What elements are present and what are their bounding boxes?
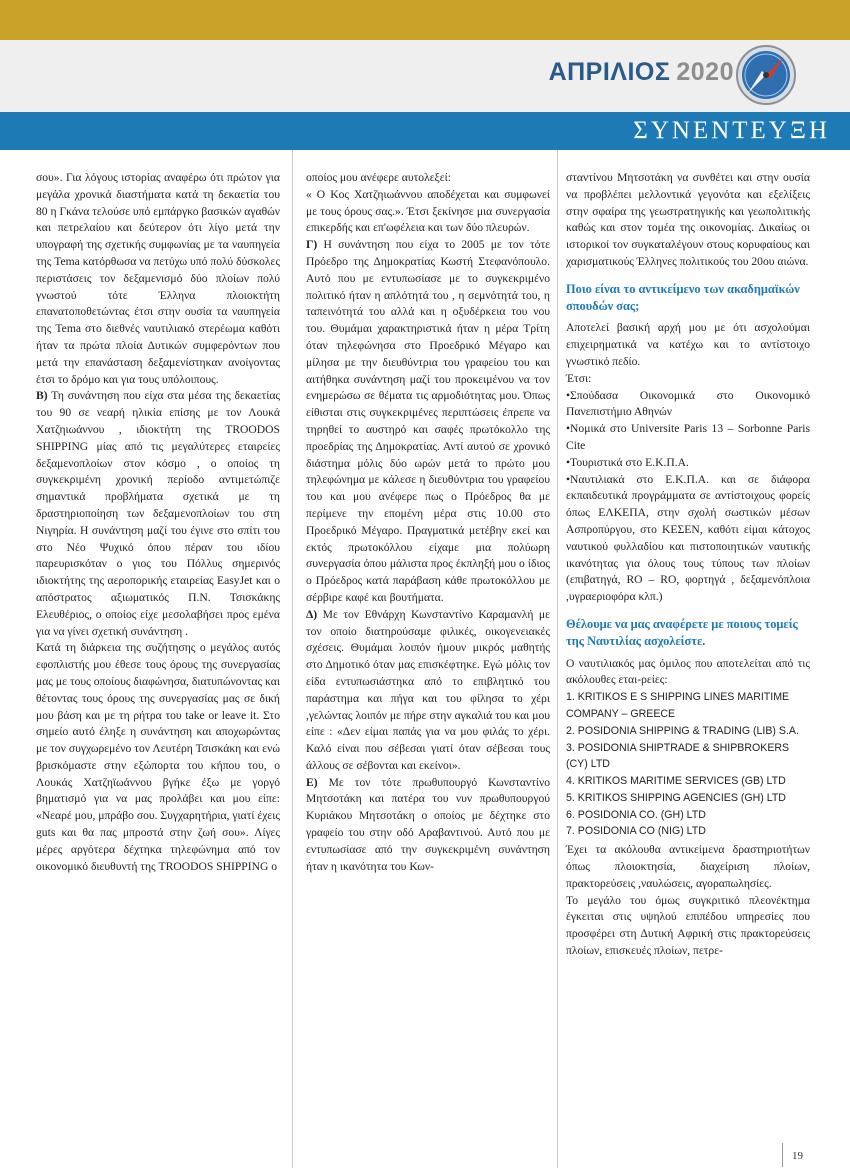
compass-icon: [734, 43, 798, 107]
list-item: •Νομικά στο Universite Paris 13 – Sorbonne Paris Cite: [566, 422, 810, 452]
list-item: 6. POSIDONIA CO. (GH) LTD: [566, 808, 706, 821]
list-item: •Τουριστικά στο Ε.Κ.Π.Α.: [566, 455, 689, 469]
column-divider: [557, 150, 558, 1168]
question-heading: Θέλουμε να μας αναφέρετε με ποιους τομείς της Ναυτιλίας ασχολείστε.: [566, 616, 798, 648]
paragraph-text: Με τον Εθνάρχη Κωνσταντίνο Καραμανλή με τον οποίο διατηρούσαμε φιλικές, οικογενειακές σχέσεις. Θυμάμαι λοιπόν ήμουν μικρός μαθητής στο Δημοτικό όταν μας επισκέφτηκε. Εγώ μόλις τον είδα εντυπωσιάστηκα από το επιβλητικό του παράστημα και πήγα και του φίλησα το χέρι ,γελώντας λοιπόν με πήρε στην αγκαλιά του και μου είπε : «Δεν είμαι παπάς για να μου φιλάς το χέρι. Καλό είναι που σέβεσαι γιατί όταν σέβεσαι τους άλλους σε σέβονται και εκείνοι».: [306, 607, 550, 772]
item-label: Γ): [306, 238, 318, 252]
item-label: Ε): [306, 775, 318, 789]
issue-title: [549, 58, 734, 87]
paragraph-text: Τη συνάντηση που είχα στα μέσα της δεκαετίας του 90 σε νεαρή ηλικία επίσης με τον Λουκά Χατζηιωάννου , ιδιοκτήτη της TROODOS SHIPPING μίας από τις μεγαλύτερες εταιρείες δεξαμενοπλοίων στον κόσμο , ο οποίος τη συγκεκριμένη χρονική περίοδο αντιμετώπιζε σημαντικά προβλήματα σχετικά με τη δραστηριοποίηση των δεξαμενοπλοίων του στη Νιγηρία. Η συνάντηση μαζί του έγινε στο σπίτι του στο Νέο Ψυχικό όπου πέραν του ιδίου παρευρισκόταν ο γιος του Πόλλυς σημερινός ιδιοκτήτης της αεροπορικής εταιρείας EasyJet και ο απόστρατος αξιωματικός Π.Ν. Τσισκάκης Ελευθέριος, ο οποίος είχε μεσολαβήσει προς εμένα για να γίνει σχετική συνάντηση .: [36, 389, 280, 638]
list-item: 5. KRITIKOS SHIPPING AGENCIES (GH) LTD: [566, 791, 786, 804]
paragraph: Έτσι:: [566, 371, 592, 385]
studies-list: [566, 388, 810, 606]
column-2: [306, 170, 550, 875]
page-number: 19: [792, 1150, 803, 1162]
paragraph: σου». Για λόγους ιστορίας αναφέρω ότι πρώτον για μεγάλα χρονικά διαστήματα κατά τη δεκαετία του 80 η Γκάνα τελούσε υπό εμπάργκο βασικών αγαθών και πετρελαίου και δεύτερον ότι λίγο μετά την υπογραφή της σχετικής συμφωνίας με τα ναυπηγεία της Tema κατόρθωσα να πετύχω υπό πολύ δύσκολες περιστάσεις τον δεξαμενισμό δύο πλοίων πολύ γνωστού τότε Έλληνα πλοιοκτήτη επανατοποθετώντας έτσι στην ουσία τα ναυπηγεία της Tema στο διεθνές ναυτιλιακό στερέωμα καθότι ήταν τα πρώτα πλοία Δυτικών συμφερόντων που μετά την επανάσταση δεξαμενίστηκαν ανοίγοντας έτσι το δρόμο και για τους υπόλοιπους.: [36, 171, 280, 386]
column-1: [36, 170, 280, 875]
paragraph: [306, 607, 550, 775]
list-item: •Σπούδασα Οικονομικά στο Οικονομικό Πανεπιστήμιο Αθηνών: [566, 388, 810, 419]
paragraph: οποίος μου ανέφερε αυτολεξεί:: [306, 171, 451, 184]
list-item: 1. KRITIKOS E S SHIPPING LINES MARITIME COMPANY – GREECE: [566, 691, 790, 720]
column-3: [566, 170, 810, 960]
paragraph: [306, 237, 550, 607]
paragraph: Αποτελεί βασική αρχή μου με ότι ασχολούμαι επιχειρηματικά να κατέχω και το αντίστοιχο γνωστικό πεδίο.: [566, 321, 810, 368]
issue-month: ΑΠΡΙΛΙΟΣ: [548, 58, 671, 86]
list-item: 4. KRITIKOS MARITIME SERVICES (GB) LTD: [566, 775, 786, 788]
paragraph: Έχει τα ακόλουθα αντικείμενα δραστηριοτήτων όπως πλοιοκτησία, διαχείριση πλοίων, πρακτορεύσεις ,ναυλώσεις, αγοραπωλησίες.: [566, 843, 810, 890]
section-title: ΣΥΝΕΝΤΕΥΞΗ: [633, 117, 830, 144]
top-accent-bar: [0, 0, 850, 40]
question-heading: Ποιο είναι το αντικείμενο των ακαδημαϊκών σπουδών σας;: [566, 281, 800, 313]
item-label: Β): [36, 389, 48, 403]
column-divider: [292, 150, 293, 1168]
paragraph-text: Με τον τότε πρωθυπουργό Κωνσταντίνο Μητσοτάκη και πατέρα του νυν πρωθυπουργού Κυριάκου Μητσοτάκη ο οποίος με δέχτηκε στο γραφείο του στην οδό Αραβαντινού. Αυτό που με εντυπωσίασε από την συγκεκριμένη συνάντηση ήταν η ικανότητα του Κων-: [306, 775, 550, 873]
list-item: •Ναυτιλιακά στο Ε.Κ.Π.Α. και σε διάφορα εκπαιδευτικά προγράμματα σε αντίστοιχους φορείς όπως ΕΛΚΕΠΑ, στην σχολή σωστικών μέσων Ασπροπύργου, στο ΚΕΣΕΝ, καθότι είμαι κάτοχος ναυτικού φυλλαδίου και πιστοποιητικών ναυτικής ικανότητας για όλους τους τύπους των πλοίων (επιβατηγά, RO – RO, φορτηγά , δεξαμενόπλοια ,υγραεριοφόρα κλπ.): [566, 472, 810, 604]
paragraph: « Ο Κος Χατζηιωάννου αποδέχεται και συμφωνεί με τους όρους σας.». Έτσι ξεκίνησε μια συνεργασία επικερδής και επ'ωφέλεια και των δύο πλευρών.: [306, 187, 550, 235]
paragraph: σταντίνου Μητσοτάκη να συνθέτει και στην ουσία να προβλέπει μελλοντικά γεγονότα και εξελίξεις στην σφαίρα της γεωστρατηγικής και γεωπολιτικής καθώς και στον τομέα της οικονομίας. Δικαίως οι ιστορικοί τον συγκαταλέγουν στους κορυφαίους και χαρισματικούς Έλληνες πολιτικούς του 20ου αιώνα.: [566, 171, 810, 268]
paragraph: Το μεγάλο του όμως συγκριτικό πλεονέκτημα έγκειται στις υψηλού επιπέδου υπηρεσίες που προσφέρει στη Δυτική Αφρική στις πρακτορεύσεις πλοίων, επισκευές πλοίων, πετρε-: [566, 893, 810, 958]
list-item: 3. POSIDONIA SHIPTRADE & SHIPBROKERS (CY) LTD: [566, 741, 790, 771]
issue-year: 2020: [676, 58, 734, 86]
paragraph: Ο ναυτιλιακός μας όμιλος που αποτελείται από τις ακόλουθες εται-ρείες:: [566, 656, 810, 687]
paragraph: [306, 775, 550, 876]
page-number-rule: [782, 1143, 783, 1167]
list-item: 7. POSIDONIA CO (NIG) LTD: [566, 825, 706, 838]
list-item: 2. POSIDONIA SHIPPING & TRADING (LIB) S.A.: [566, 724, 799, 737]
paragraph: Κατά τη διάρκεια της συζήτησης ο μεγάλος αυτός εφοπλιστής μου έθεσε τους όρους της συνεργασίας μας με τους οποίους διαφώνησα, διατυπώνοντας και θέτοντας τους όρους της συνεργασίας μας σε δική μου βάση και με τη ρήτρα του take or leave it. Στο σημείο αυτό έληξε η συνάντηση και αποχωρώντας με τον συγχωρεμένο τον Λευτέρη Τσισκάκη και ενώ βρισκόμαστε στην εξώπορτα του κήπου του, ο Λουκάς Χατζηϊωάννου βγήκε έξω με γοργό βηματισμό για να μας προλάβει και μου είπε: «Νεαρέ μου, μπράβο σου. Συγχαρητήρια, γιατί έχεις guts και θα πας μπροστά στην ζωή σου». Λίγες μέρες αργότερα δέχτηκα τηλεφώνημα από τον οικονομικό διευθυντή της TROODOS SHIPPING ο: [36, 641, 280, 873]
paragraph-text: Η συνάντηση που είχα το 2005 με τον τότε Πρόεδρο της Δημοκρατίας Κωστή Στεφανόπουλο. Αυτό που με εντυπωσίασε με το συγκεκριμένο πολιτικό ήταν η απλότητά του , η σεμνότητά του, η ταπεινότητά του αλλά και η οξυδέρκεια του νου του. Θυμάμαι χαρακτηριστικά ήταν η μέρα Τρίτη όταν τηλεφώνησα στο Προεδρικό Μέγαρο και μίλησα με την διευθύντρια του γραφείου του και αιτήθηκα συνάντηση μαζί του προκειμένου να τον ενημερώσω σε θέματα τις αρμοδιότητας μου. Όπως είθισται στις συγκεκριμένες περιπτώσεις έπρεπε να τηρηθεί το αυστηρό και σαφές πρωτόκολλο της προεδρίας της Δημοκρατίας. Αντί αυτού σε χρονικό διάστημα μόλις δύο ωρών μετά το πρώτο μου τηλεφώνημα με κάλεσε η διευθύντρια του γραφείου του και μου ανέφερε πως ο Πρόεδρος θα με περίμενε την επομένη μέρα στις 10.00 στο Προεδρικό Μέγαρο. Πραγματικά μετέβην εκεί και εκτός πρωτοκόλλου είχαμε μια πολύωρη συνεργασία όπου μάλιστα προς έκπληξή μου ο ίδιος ο Πρόεδρος κατά παράβαση κάθε πρωτοκόλλου με σέρβιρε καφέ και βουτήματα.: [306, 238, 550, 604]
paragraph: [36, 388, 280, 640]
item-label: Δ): [306, 607, 318, 621]
companies-list: [566, 689, 810, 840]
